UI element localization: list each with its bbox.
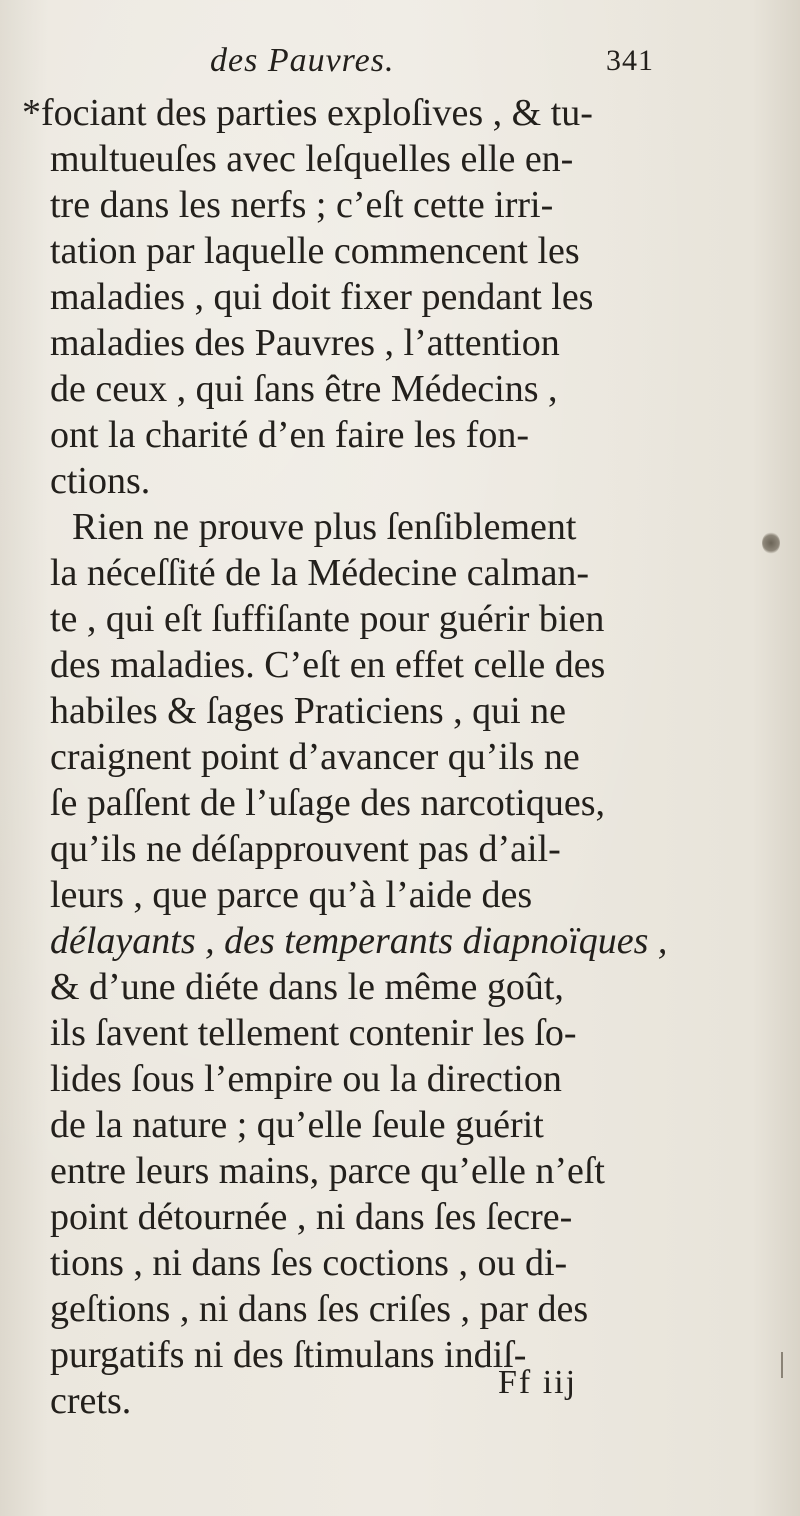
running-title: des Pauvres. <box>210 42 395 79</box>
text-line: Rien ne prouve plus ſenſiblement <box>72 506 577 548</box>
running-head <box>0 42 800 88</box>
text-line: ont la charité d’en faire les fon- <box>50 414 529 456</box>
text-line: de ceux , qui ſans être Médecins , <box>50 368 558 410</box>
text-line: habiles & ſages Praticiens , qui ne <box>50 690 567 732</box>
text-line: craignent point d’avancer qu’ils ne <box>50 736 580 778</box>
text-line: te , qui eſt ſuffiſante pour guérir bien <box>50 598 605 640</box>
text-line: délayants , des temperants diapnoïques , <box>50 920 668 962</box>
signature-mark: Ff iij <box>498 1364 578 1401</box>
text-line: multueuſes avec leſquelles elle en- <box>50 138 574 180</box>
text-line: maladies , qui doit fixer pendant les <box>50 276 594 318</box>
text-line: point détournée , ni dans ſes ſecre- <box>50 1196 573 1238</box>
text-line: leurs , que parce qu’à l’aide des <box>50 874 533 916</box>
text-line: tation par laquelle commencent les <box>50 230 580 272</box>
text-line: des maladies. C’eſt en effet celle des <box>50 644 606 686</box>
text-line: & d’une diéte dans le même goût, <box>50 966 564 1008</box>
text-line: purgatifs ni des ſtimulans indiſ- <box>50 1334 527 1376</box>
text-line: de la nature ; qu’elle ſeule guérit <box>50 1104 544 1146</box>
text-line: lides ſous l’empire ou la direction <box>50 1058 562 1100</box>
text-line: ctions. <box>50 460 151 502</box>
text-line: tre dans les nerfs ; c’eſt cette irri- <box>50 184 554 226</box>
text-line: qu’ils ne déſapprouvent pas d’ail- <box>50 828 561 870</box>
text-line: ils ſavent tellement contenir les ſo- <box>50 1012 577 1054</box>
text-line: maladies des Pauvres , l’attention <box>50 322 560 364</box>
ink-mark <box>781 1352 783 1378</box>
text-line: tions , ni dans ſes coctions , ou di- <box>50 1242 568 1284</box>
text-line: entre leurs mains, parce qu’elle n’eſt <box>50 1150 605 1192</box>
text-line: *fociant des parties exploſives , & tu- <box>22 92 593 134</box>
text-line: geſtions , ni dans ſes criſes , par des <box>50 1288 589 1330</box>
text-line: crets. <box>50 1380 132 1422</box>
text-line: la néceſſité de la Médecine calman- <box>50 552 590 594</box>
text-line: ſe paſſent de l’uſage des narcotiques, <box>50 782 606 824</box>
ink-blot <box>762 532 780 554</box>
page-number: 341 <box>606 44 654 77</box>
